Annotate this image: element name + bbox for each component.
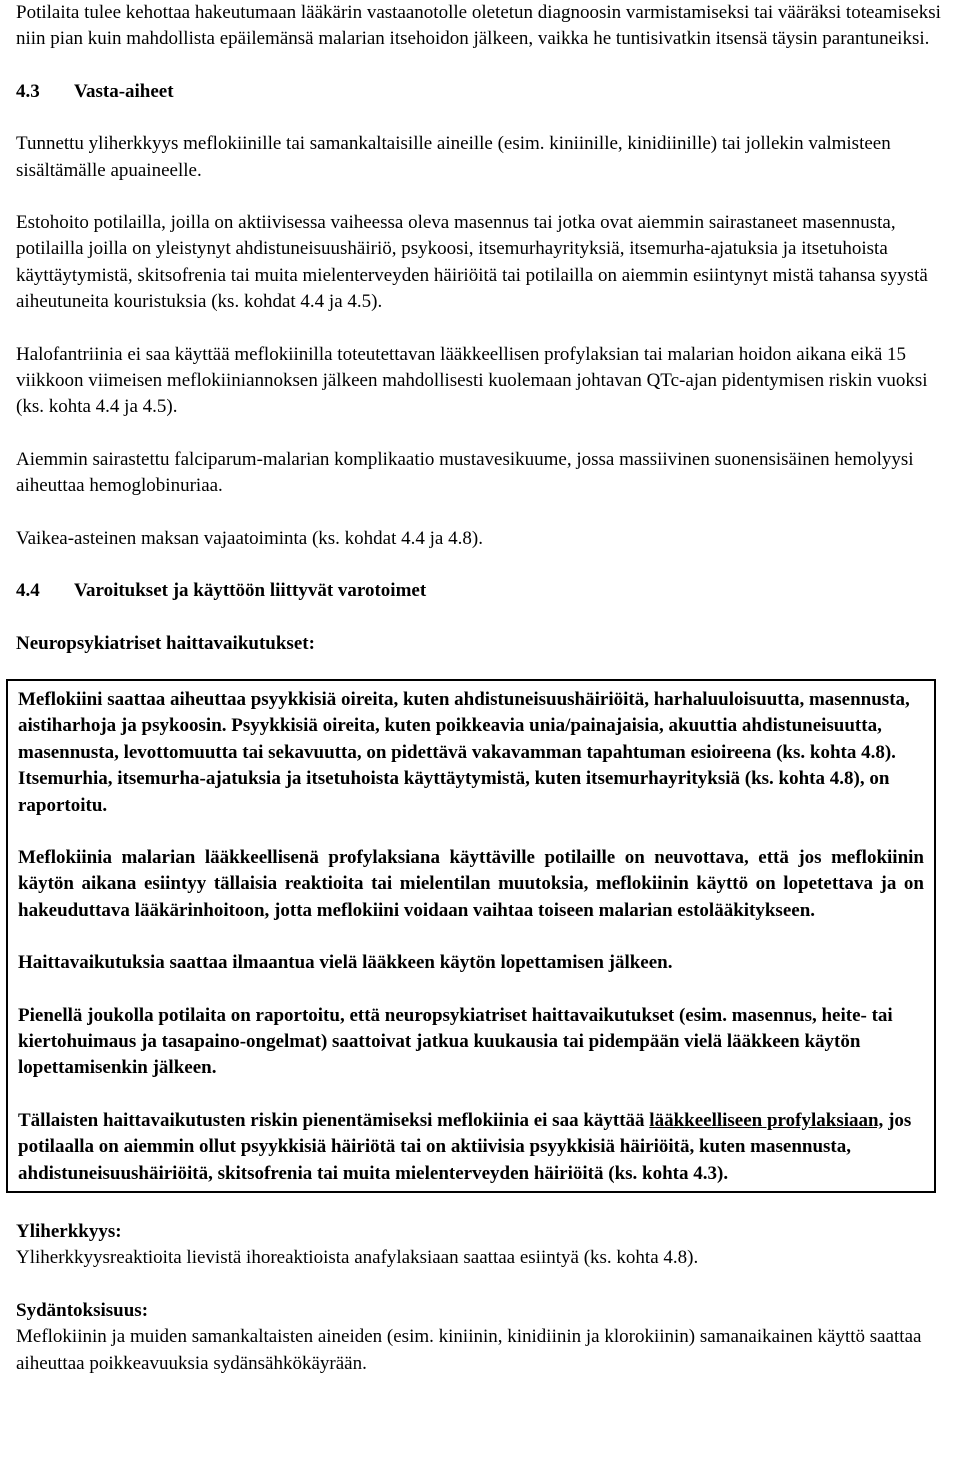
- contraindication-paragraph: Halofantriinia ei saa käyttää meflokiinilla toteutettavan lääkkeellisen profylaksian tai malarian hoidon aikana eikä 15 viikkoon viimeisen meflokiiniannoksen jälkeen mahdollisesti kuolemaan johtavan QTc-ajan pidentymisen riskin vuoksi (ks. kohta 4.4 ja 4.5).: [16, 343, 928, 418]
- warning-text: jos potilaalla on aiemmin ollut psyykkisiä häiriötä tai on aktiivisia psyykkisiä häiriöitä, kuten masennusta, ahdistuneisuushäiriöitä, skitsofrenia tai muita mielenterveyden häiriöitä (ks. kohta 4.3).: [18, 1109, 912, 1184]
- contraindication-paragraph: Tunnettu yliherkkyys meflokiinille tai samankaltaisille aineille (esim. kiniinille, kinidiinille) tai jollekin valmisteen sisältämälle apuaineelle.: [16, 133, 891, 181]
- intro-paragraph: Potilaita tulee kehottaa hakeutumaan lääkärin vastaanotolle oletetun diagnoosin varmistamiseksi tai vääräksi toteamiseksi niin pian kuin mahdollista epäilemänsä malarian itsehoidon jälkeen, vaikka he tuntisivatkin itsensä täysin parantuneiksi.: [16, 2, 941, 50]
- warning-paragraph: Meflokiini saattaa aiheuttaa psyykkisiä oireita, kuten ahdistuneisuushäiriöitä, harhaluuloisuutta, masennusta, aistiharhoja ja psykoosin. Psyykkisiä oireita, kuten poikkeavia unia/painajaisia, akuuttia ahdistuneisuutta, masennusta, levottomuutta tai sekavuutta, on pidettävä vakavamman tapahtuman esioireena (ks. kohta 4.8). Itsemurhia, itsemurha-ajatuksia ja itsetuhoista käyttäytymistä, kuten itsemurhayrityksiä (ks. kohta 4.8), on raportoitu.: [18, 688, 910, 816]
- subheading-hypersensitivity: Yliherkkyys:: [16, 1221, 122, 1242]
- contraindication-paragraph: Aiemmin sairastettu falciparum-malarian komplikaatio mustavesikuume, jossa massiivinen suonensisäinen hemolyysi aiheuttaa hemoglobinuriaa.: [16, 448, 914, 497]
- document-page: [16, 0, 946, 1377]
- warning-paragraph: Meflokiinia malarian lääkkeellisenä profylaksiana käyttäville potilaille on neuvottava, että jos meflokiinin käytön aikana esiintyy tällaisia reaktioita tai mielentilan muutoksia, meflokiinin käyttö on lopetettava ja on hakeuduttava lääkärinhoitoon, jotta meflokiini voidaan vaihtaa toiseen malarian estolääkitykseen.: [18, 846, 924, 921]
- section-number: 4.4: [16, 580, 40, 602]
- warning-paragraph: [18, 1108, 924, 1187]
- subheading-neuropsychiatric: Neuropsykiatriset haittavaikutukset:: [16, 632, 315, 654]
- warning-paragraph: Pienellä joukolla potilaita on raportoitu, että neuropsykiatriset haittavaikutukset (esim. masennus, heite- tai kiertohuimaus ja tasapaino-ongelmat) saattoivat jatkua kuukausia tai pidempään vielä lääkkeen käytön lopettamisenkin jälkeen.: [18, 1004, 893, 1079]
- warning-box: [6, 679, 936, 1193]
- warning-text: Tällaisten haittavaikutusten riskin pienentämiseksi meflokiinia ei saa käyttää: [18, 1109, 650, 1131]
- section-heading-4-4: [16, 578, 946, 604]
- section-title: Vasta-aiheet: [74, 80, 174, 102]
- section-title: Varoitukset ja käyttöön liittyvät varotoimet: [74, 580, 427, 602]
- contraindication-paragraph: Vaikea-asteinen maksan vajaatoiminta (ks. kohdat 4.4 ja 4.8).: [16, 527, 483, 549]
- contraindication-paragraph: Estohoito potilailla, joilla on aktiivisessa vaiheessa oleva masennus tai jotka ovat aiemmin sairastaneet masennusta, potilailla joilla on yleistynyt ahdistuneisuushäiriö, psykoosi, itsemurhayrityksiä, itsemurha-ajatuksia ja itsetuhoista käyttäytymistä, skitsofrenia tai muita mielenterveyden häiriöitä tai potilailla on aiemmin esiintynyt mistä tahansa syystä aiheutuneita kouristuksia (ks. kohdat 4.4 ja 4.5).: [16, 212, 928, 313]
- warning-paragraph: Haittavaikutuksia saattaa ilmaantua vielä lääkkeen käytön lopettamisen jälkeen.: [18, 952, 673, 974]
- underlined-term: lääkkeelliseen profylaksiaan,: [649, 1109, 884, 1131]
- section-heading-4-3: [16, 79, 946, 105]
- section-number: 4.3: [16, 80, 40, 102]
- cardiotoxicity-text: Meflokiinin ja muiden samankaltaisten aineiden (esim. kiniinin, kinidiinin ja klorokiinin) samanaikainen käyttö saattaa aiheuttaa poikkeavuuksia sydänsähkökäyrään.: [16, 1326, 922, 1374]
- hypersensitivity-text: Yliherkkyysreaktioita lievistä ihoreaktioista anafylaksiaan saattaa esiintyä (ks. kohta 4.8).: [16, 1247, 699, 1269]
- subheading-cardiotoxicity: Sydäntoksisuus:: [16, 1299, 149, 1321]
